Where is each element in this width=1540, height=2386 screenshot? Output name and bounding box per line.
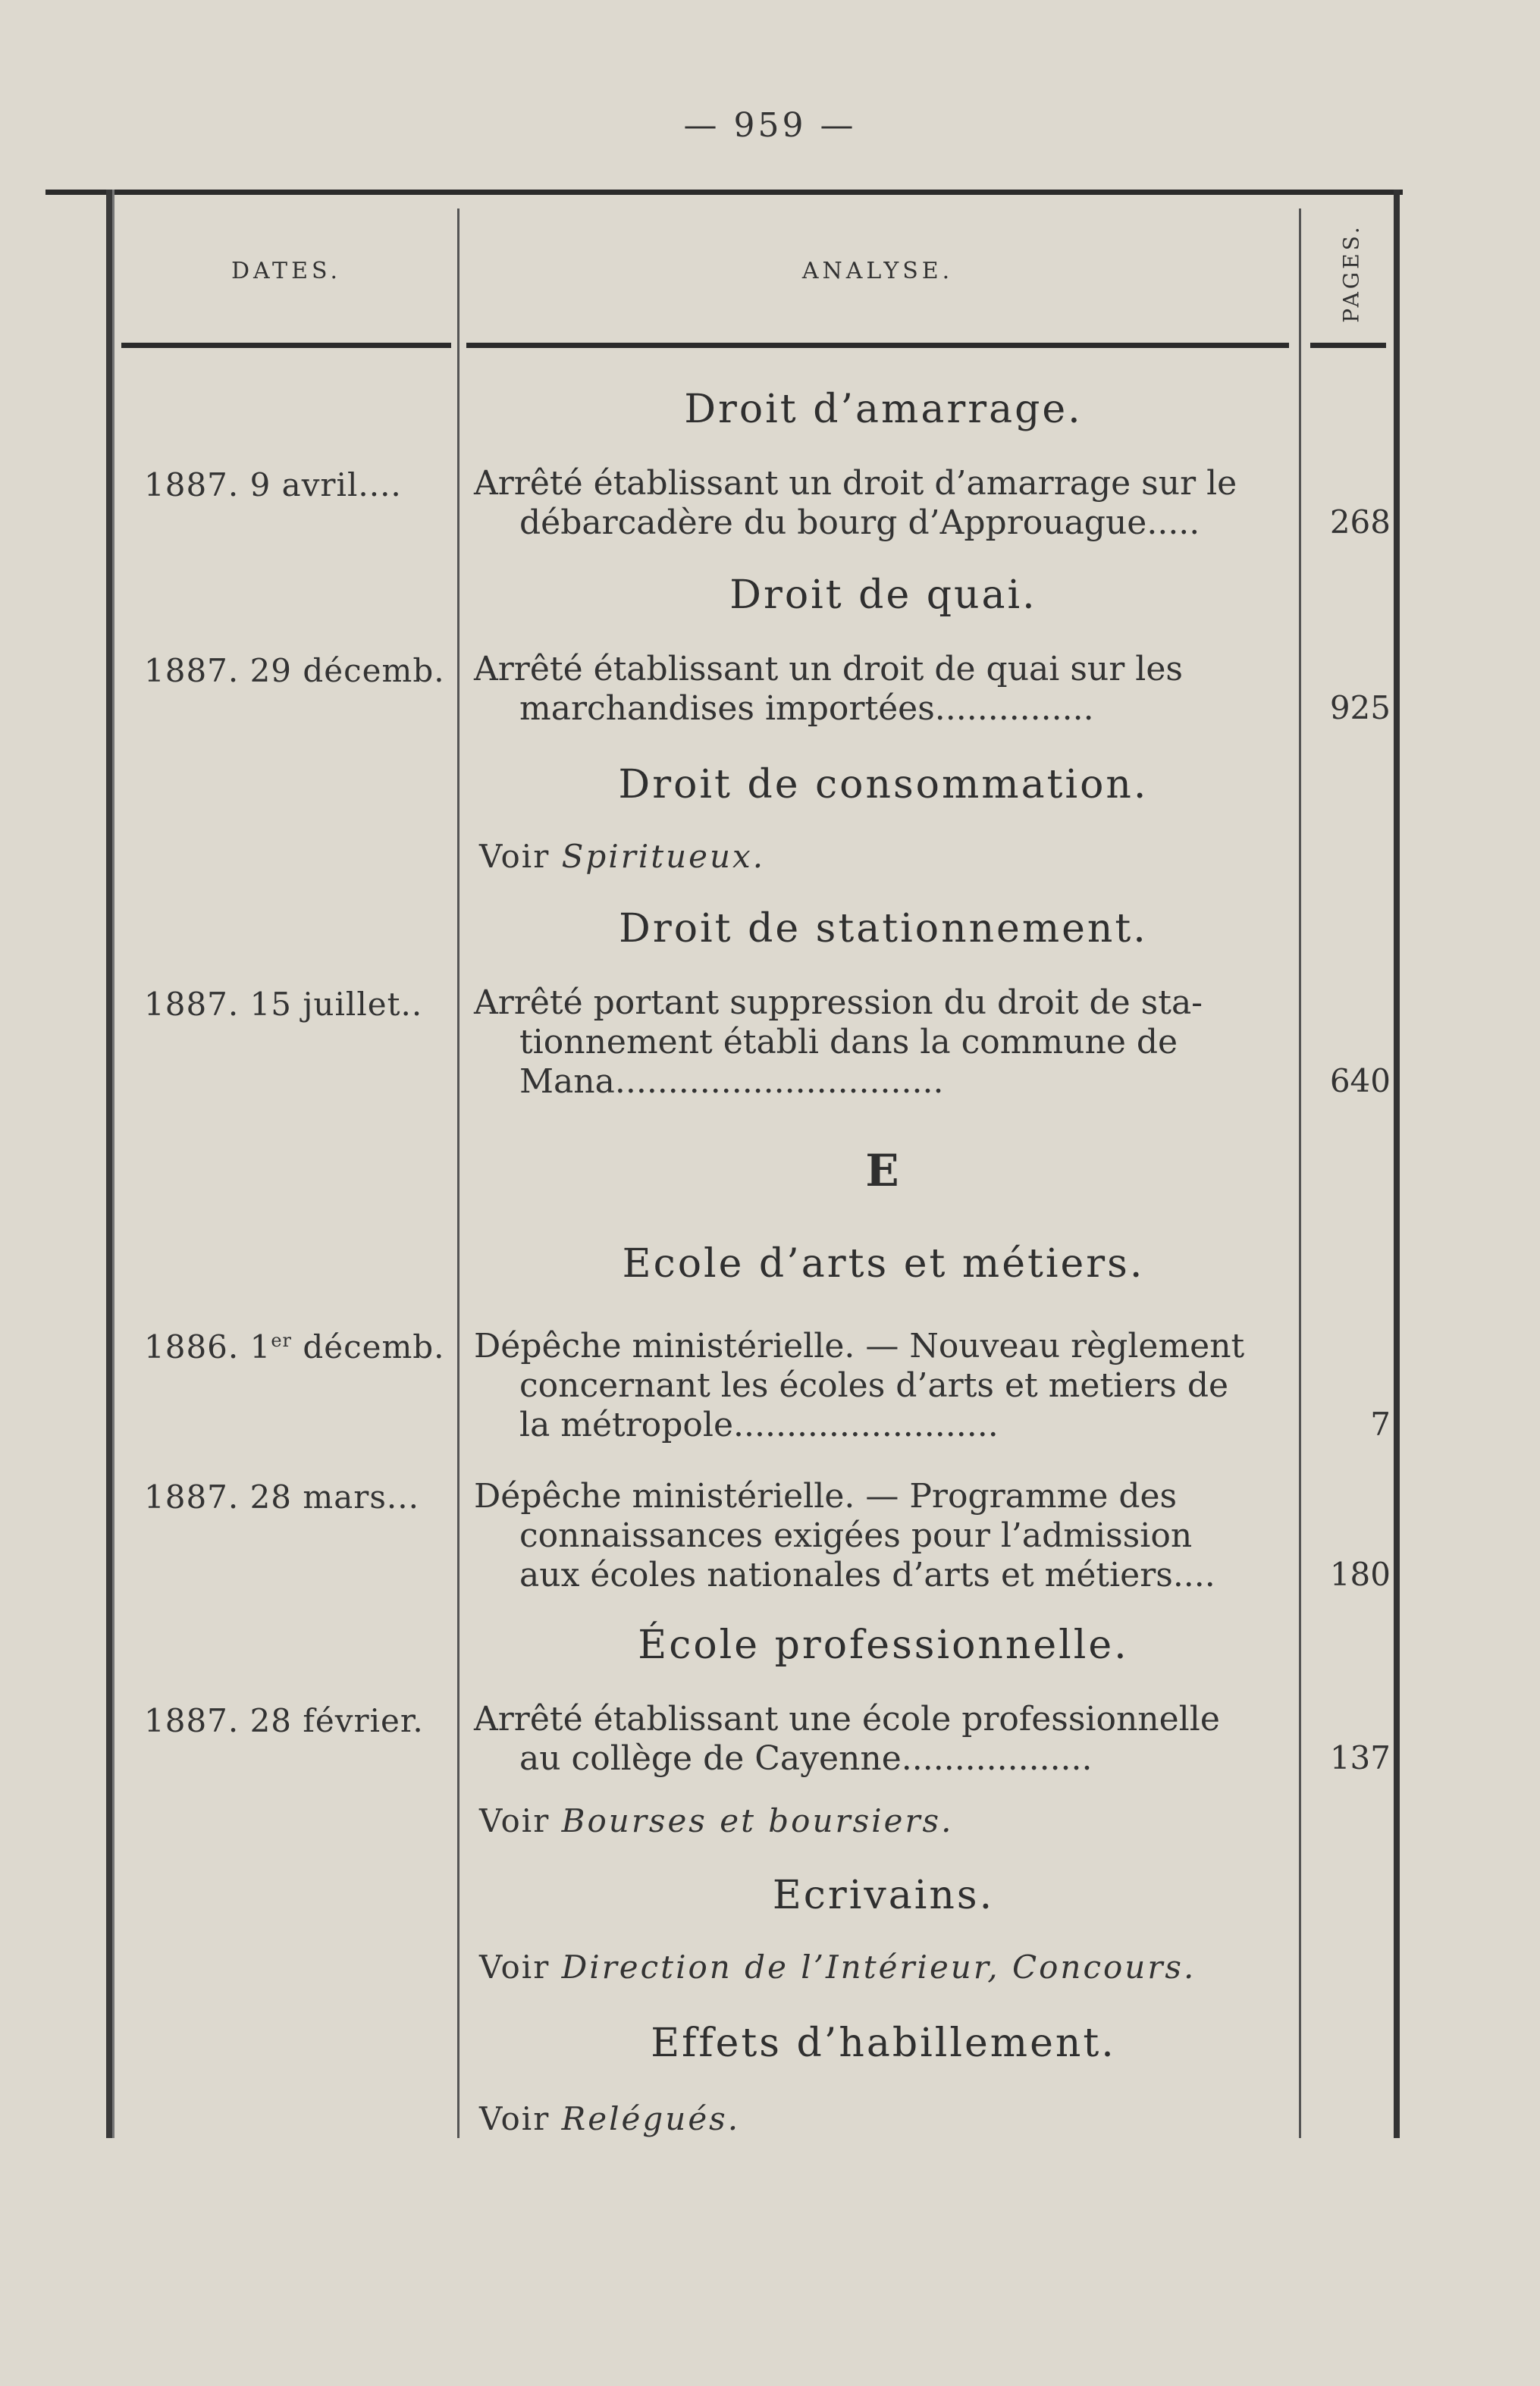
see-also-reference: Bourses et boursiers. bbox=[561, 1802, 954, 1839]
entry-analyse bbox=[474, 1700, 1293, 1779]
see-also bbox=[479, 1949, 1196, 1986]
entry-line: aux écoles nationales d’arts et métiers.... bbox=[519, 1556, 1215, 1594]
section-heading: Droit d’amarrage. bbox=[684, 387, 1083, 432]
section-heading: École professionnelle. bbox=[638, 1623, 1129, 1668]
entry-page: 180 bbox=[1329, 1556, 1391, 1593]
letter-divider: E bbox=[865, 1145, 902, 1196]
header-rule-dates bbox=[121, 343, 451, 348]
entry-date-sup: er bbox=[271, 1330, 292, 1351]
header-pages-label: PAGES. bbox=[1338, 223, 1364, 323]
section-heading: Ecrivains. bbox=[772, 1873, 995, 1918]
header-analyse: ANALYSE. bbox=[801, 258, 954, 284]
table-frame-left bbox=[106, 190, 112, 2138]
entry-analyse bbox=[474, 650, 1293, 729]
entry-line: au collège de Cayenne.................. bbox=[519, 1739, 1093, 1778]
see-also bbox=[479, 2100, 740, 2137]
entry-analyse bbox=[474, 1327, 1293, 1445]
entry-date: 1887. 28 mars... bbox=[144, 1478, 419, 1516]
section-heading: Ecole d’arts et métiers. bbox=[622, 1241, 1145, 1287]
see-also bbox=[479, 838, 765, 875]
entry-page: 137 bbox=[1329, 1739, 1391, 1776]
entry-line: la métropole......................... bbox=[519, 1406, 999, 1444]
entry-line: Arrêté établissant un droit de quai sur les bbox=[474, 650, 1183, 688]
entry-analyse bbox=[474, 1477, 1293, 1595]
entry-page: 640 bbox=[1329, 1062, 1391, 1099]
entry-date bbox=[144, 1328, 451, 1365]
entry-date: 1887. 29 décemb. bbox=[144, 652, 445, 689]
see-also-reference: Direction de l’Intérieur, Concours. bbox=[561, 1949, 1197, 1986]
section-heading: Droit de consommation. bbox=[618, 762, 1149, 807]
page-number: — 959 — bbox=[683, 106, 857, 145]
entry-line: concernant les écoles d’arts et metiers de bbox=[519, 1366, 1229, 1405]
entry-page: 268 bbox=[1329, 503, 1391, 541]
table-frame-left-inner bbox=[112, 190, 114, 2138]
entry-line: Mana............................... bbox=[519, 1062, 944, 1101]
see-also-prefix: Voir bbox=[479, 1949, 562, 1986]
header-rule-analyse bbox=[466, 343, 1289, 348]
entry-line: Dépêche ministérielle. — Programme des bbox=[474, 1477, 1178, 1516]
see-also-prefix: Voir bbox=[479, 1802, 562, 1839]
entry-page: 925 bbox=[1329, 689, 1391, 726]
see-also-prefix: Voir bbox=[479, 2100, 562, 2137]
section-heading: Droit de stationnement. bbox=[619, 906, 1148, 952]
entry-line: connaissances exigées pour l’admission bbox=[519, 1516, 1193, 1555]
entry-line: tionnement établi dans la commune de bbox=[519, 1023, 1178, 1061]
entry-date-tail: décemb. bbox=[292, 1328, 445, 1365]
entry-date: 1887. 15 juillet.. bbox=[144, 986, 423, 1023]
see-also-reference: Relégués. bbox=[561, 2100, 741, 2137]
see-also-prefix: Voir bbox=[479, 838, 562, 875]
entry-line: Arrêté établissant un droit d’amarrage sur le bbox=[474, 464, 1237, 503]
entry-analyse bbox=[474, 464, 1293, 543]
see-also bbox=[479, 1802, 953, 1839]
section-heading: Droit de quai. bbox=[729, 572, 1037, 618]
entry-line: Arrêté établissant une école professionnelle bbox=[474, 1700, 1220, 1739]
entry-line: débarcadère du bourg d’Approuague..... bbox=[519, 503, 1200, 542]
entry-analyse bbox=[474, 983, 1293, 1102]
entry-line: Dépêche ministérielle. — Nouveau règlement bbox=[474, 1327, 1245, 1365]
entry-page: 7 bbox=[1370, 1406, 1391, 1443]
column-separator-dates bbox=[457, 209, 459, 2138]
table-frame-top bbox=[45, 190, 1403, 195]
header-pages bbox=[1321, 212, 1382, 334]
entry-date: 1887. 9 avril.... bbox=[144, 466, 402, 503]
table-frame-right bbox=[1394, 190, 1400, 2138]
see-also-reference: Spiritueux. bbox=[561, 838, 766, 875]
header-rule-pages bbox=[1310, 343, 1386, 348]
entry-line: Arrêté portant suppression du droit de sta- bbox=[474, 983, 1203, 1022]
section-heading: Effets d’habillement. bbox=[651, 2021, 1116, 2066]
column-separator-pages bbox=[1299, 209, 1301, 2138]
entry-date-main: 1886. 1 bbox=[144, 1328, 271, 1365]
entry-line: marchandises importées............... bbox=[519, 689, 1094, 728]
entry-date: 1887. 28 février. bbox=[144, 1702, 424, 1739]
header-dates: DATES. bbox=[231, 258, 341, 284]
